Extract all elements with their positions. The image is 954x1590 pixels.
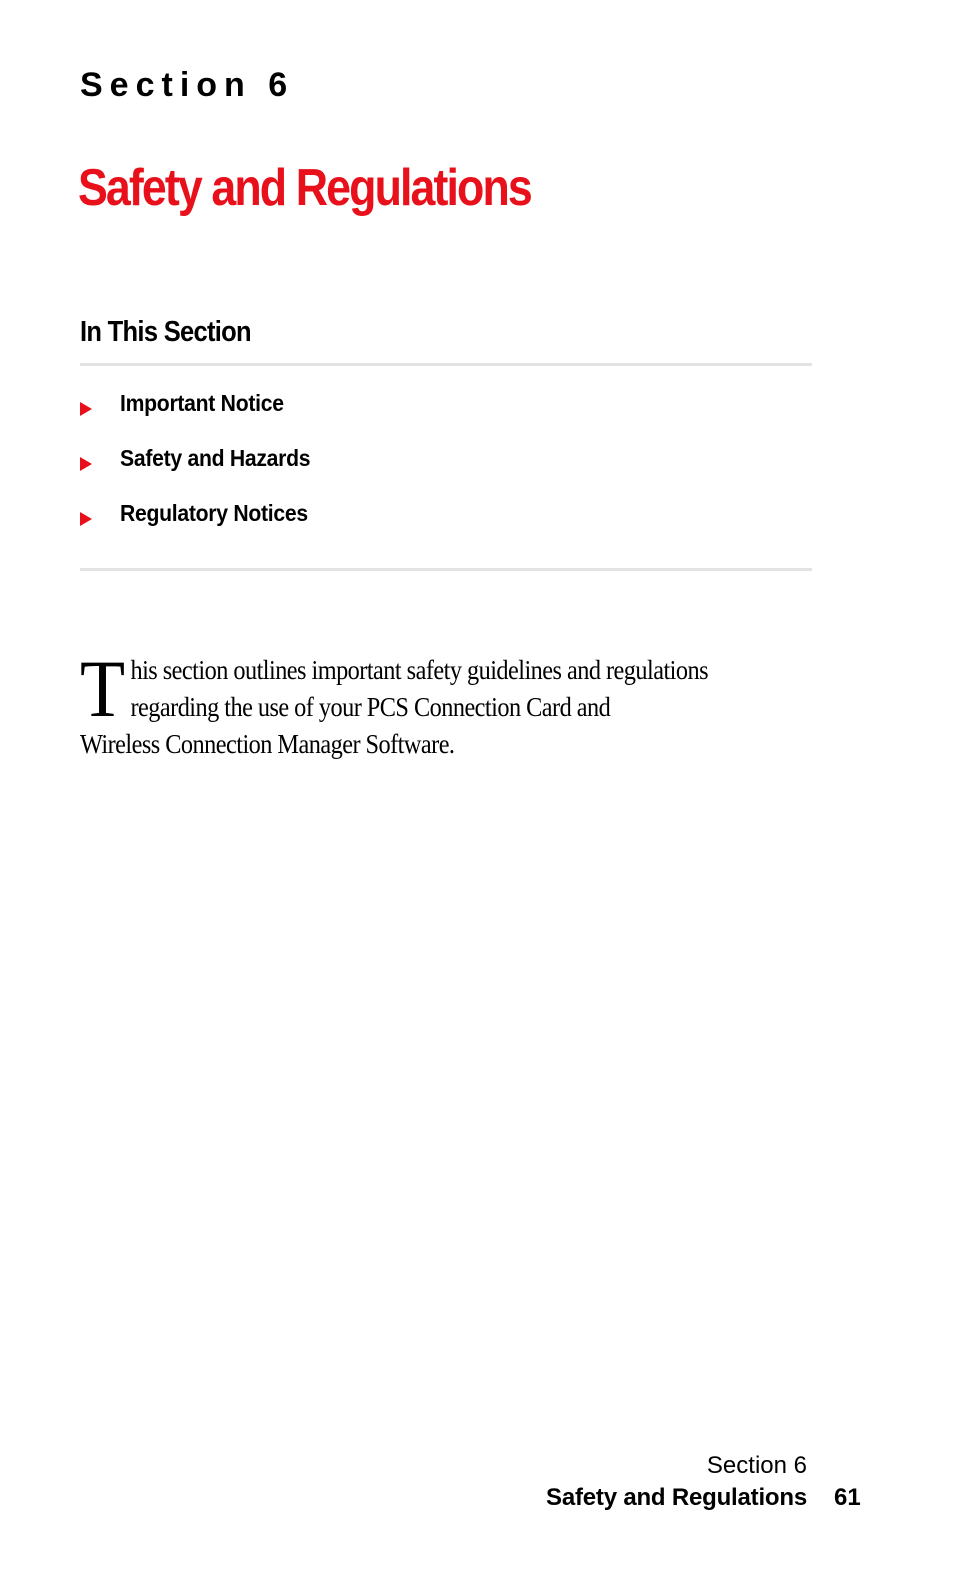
- drop-cap: T: [80, 643, 126, 734]
- footer-title: Safety and Regulations: [546, 1484, 807, 1511]
- page-number: 61: [834, 1484, 861, 1511]
- toc-heading: In This Section: [80, 316, 251, 348]
- intro-line-2: regarding the use of your PCS Connection Card and: [130, 692, 611, 722]
- toc-item-important-notice[interactable]: [80, 388, 284, 443]
- toc-item-regulatory-notices[interactable]: [80, 498, 308, 553]
- triangle-bullet-icon: [80, 402, 92, 416]
- toc-bottom-divider: [80, 568, 812, 571]
- triangle-bullet-icon: [80, 457, 92, 471]
- intro-paragraph: [80, 643, 800, 763]
- toc-list: [80, 388, 311, 553]
- page-title: Safety and Regulations: [78, 159, 531, 217]
- triangle-bullet-icon: [80, 512, 92, 526]
- footer-section-label: Section 6: [706, 1452, 807, 1479]
- toc-top-divider: [80, 363, 812, 366]
- toc-item-label: Safety and Hazards: [120, 445, 311, 471]
- toc-item-label: Regulatory Notices: [120, 500, 308, 526]
- section-label: Section 6: [80, 66, 295, 104]
- intro-line-1: his section outlines important safety guidelines and regulations: [130, 655, 709, 685]
- intro-line-3: Wireless Connection Manager Software.: [80, 729, 455, 759]
- toc-item-label: Important Notice: [120, 390, 284, 416]
- toc-item-safety-and-hazards[interactable]: [80, 443, 311, 498]
